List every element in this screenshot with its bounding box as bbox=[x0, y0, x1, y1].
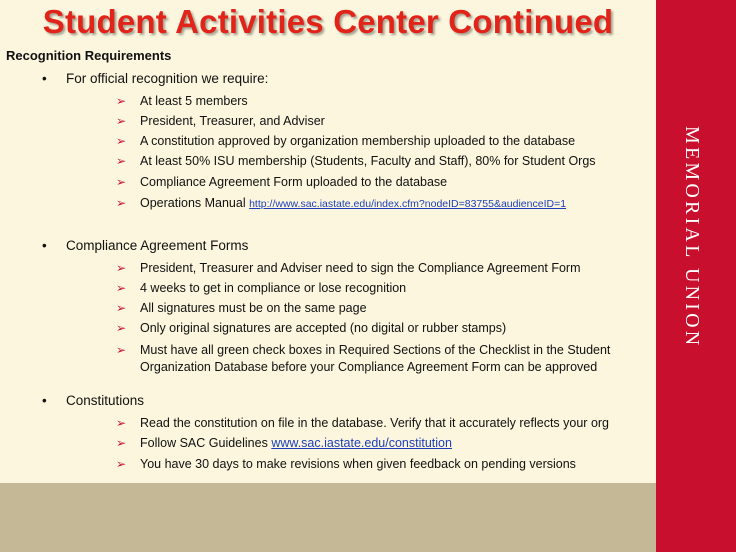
arrow-right-icon: ➢ bbox=[116, 154, 127, 168]
arrow-right-icon: ➢ bbox=[116, 301, 127, 315]
arrow-right-icon: ➢ bbox=[116, 196, 127, 210]
arrow-right-icon: ➢ bbox=[116, 134, 127, 148]
constitution-link[interactable]: www.sac.iastate.edu/constitution bbox=[271, 436, 452, 450]
arrow-right-icon: ➢ bbox=[116, 94, 127, 108]
arrow-right-icon: ➢ bbox=[116, 416, 127, 430]
logo bbox=[656, 0, 736, 552]
sac-guidelines-label: Follow SAC Guidelines bbox=[140, 436, 272, 450]
arrow-right-icon: ➢ bbox=[116, 436, 127, 450]
slide-title: Student Activities Center Continued bbox=[42, 3, 614, 40]
arrow-right-icon: ➢ bbox=[116, 261, 127, 275]
arrow-right-icon: ➢ bbox=[116, 343, 127, 357]
arrow-right-icon: ➢ bbox=[116, 114, 127, 128]
operations-manual-link[interactable]: http://www.sac.iastate.edu/index.cfm?nodeID=83755&audienceID=1 bbox=[249, 198, 567, 210]
bullet-dot-icon: • bbox=[42, 393, 47, 408]
section-heading: Recognition Requirements bbox=[6, 48, 172, 63]
arrow-right-icon: ➢ bbox=[116, 457, 127, 471]
footer-band bbox=[0, 483, 656, 552]
logo-line-2: Memorial Union bbox=[681, 126, 703, 349]
operations-manual-label: Operations Manual bbox=[140, 196, 250, 210]
arrow-right-icon: ➢ bbox=[116, 321, 127, 335]
arrow-right-icon: ➢ bbox=[116, 175, 127, 189]
arrow-right-icon: ➢ bbox=[116, 281, 127, 295]
bullet-dot-icon: • bbox=[42, 238, 47, 253]
bullet-dot-icon: • bbox=[42, 71, 47, 86]
